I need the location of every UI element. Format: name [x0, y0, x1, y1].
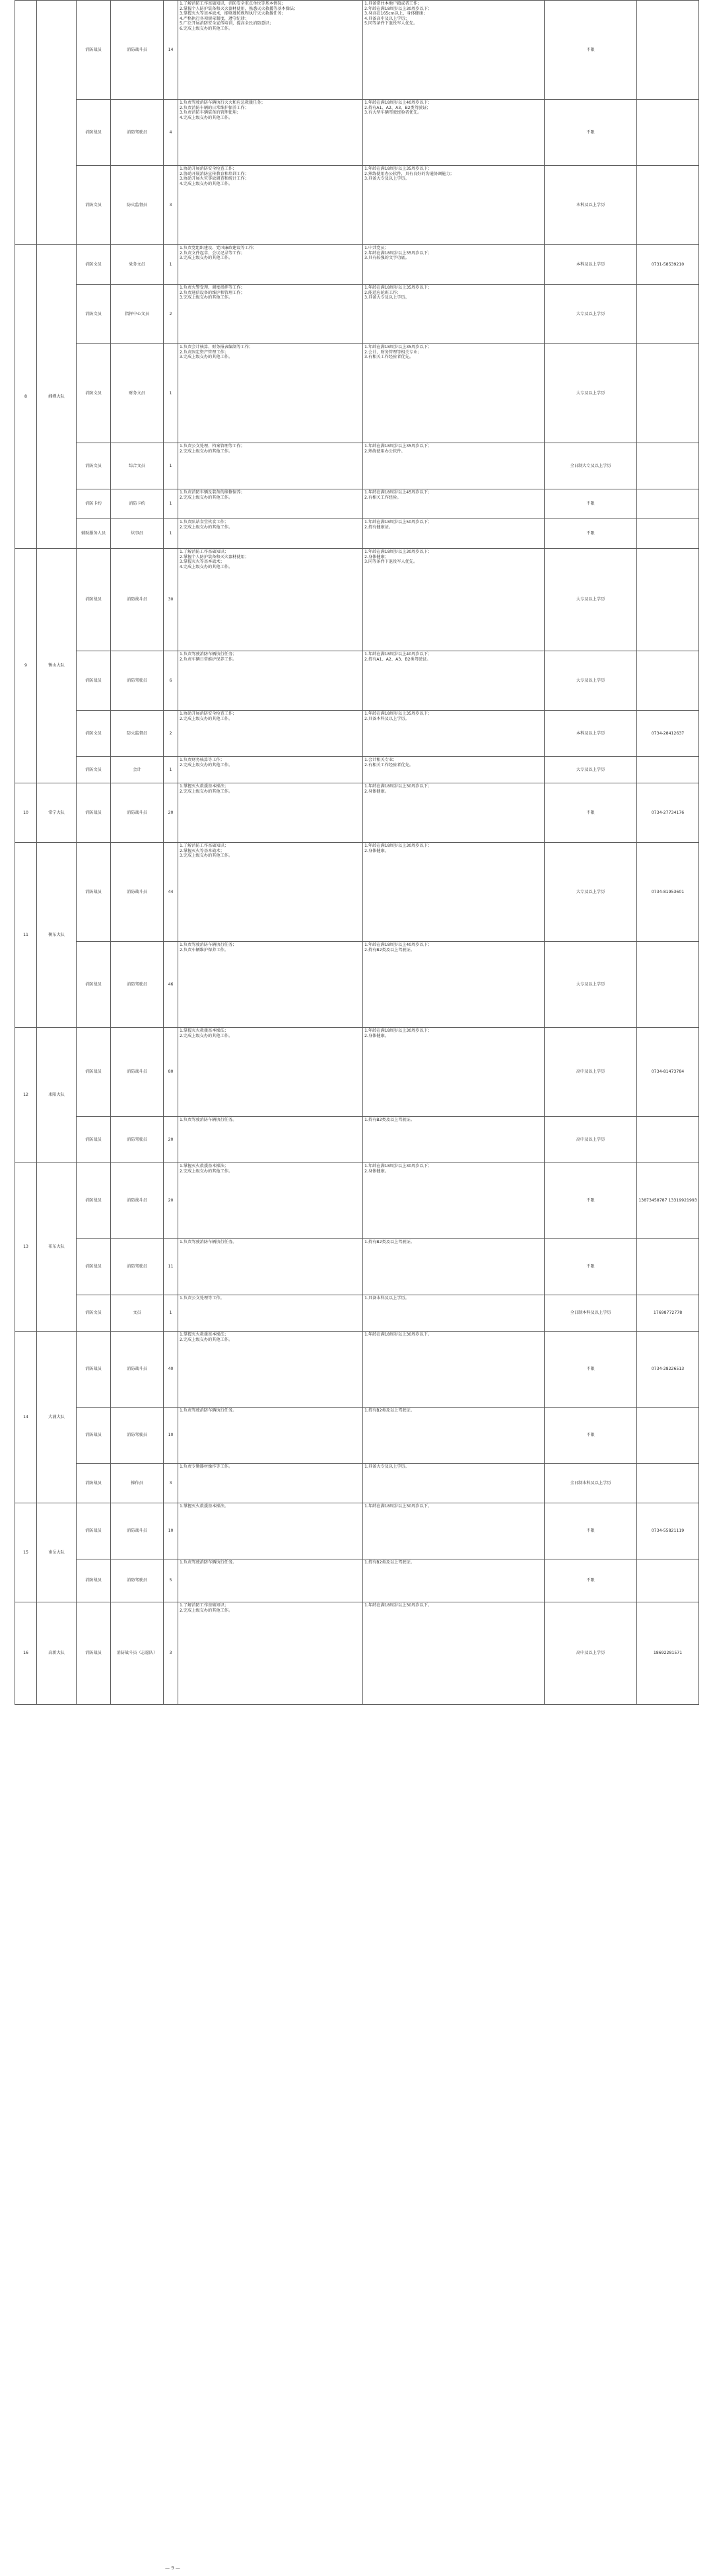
post-name: 消防战斗员: [111, 1028, 164, 1117]
education-req: 高中及以上学历: [545, 1028, 637, 1117]
staff-category: 消防战员: [77, 1559, 111, 1602]
education-req: 本科及以上学历: [545, 245, 637, 285]
education-req: 不限: [545, 1, 637, 100]
contact-phone: 18692281571: [637, 1602, 699, 1705]
education-req: 本科及以上学历: [545, 166, 637, 245]
unit-name: 祁东大队: [37, 1163, 77, 1332]
contact-phone: [637, 100, 699, 166]
staff-category: 消防战员: [77, 1408, 111, 1464]
post-count: 1: [164, 344, 178, 443]
post-name: 指挥中心文员: [111, 285, 164, 344]
requirement-text: 1.年龄在满18周岁以上35周岁以下； 2.能适应轮班工作； 3.具备大专及以上学历。: [363, 285, 545, 344]
duty-text: 1.负责专勤器材操作等工作。: [178, 1464, 363, 1503]
post-name: 消防战斗员: [111, 1503, 164, 1559]
duty-text: 1.协助开展消防安全检查工作； 2.完成上级交办的其他工作。: [178, 711, 363, 757]
table-row: [15, 1239, 699, 1295]
table-row: [15, 1028, 699, 1117]
duty-text: 1.负责驾驶消防车辆执行任务； 2.负责车辆维护保养工作。: [178, 942, 363, 1028]
staff-category: 消防战员: [77, 783, 111, 843]
staff-category: 消防卡约: [77, 489, 111, 519]
unit-name: 衡东大队: [37, 843, 77, 1028]
post-count: 3: [164, 1464, 178, 1503]
post-count: 30: [164, 549, 178, 651]
table-row: [15, 843, 699, 942]
group-number: 15: [15, 1503, 37, 1602]
post-name: 消防战斗员（志愿队）: [111, 1602, 164, 1705]
education-req: 不限: [545, 783, 637, 843]
requirement-text: 1.具备本科及以上学历。: [363, 1295, 545, 1332]
duty-text: 1.掌握灭火救援基本操法； 2.完成上级交办的其他工作。: [178, 1163, 363, 1239]
education-req: 不限: [545, 1332, 637, 1408]
table-row: [15, 1117, 699, 1163]
post-name: 消防战斗员: [111, 843, 164, 942]
table-row: [15, 1464, 699, 1503]
contact-phone: [637, 1559, 699, 1602]
group-number: 12: [15, 1028, 37, 1163]
table-row: [15, 285, 699, 344]
table-row: [15, 1295, 699, 1332]
education-req: 不限: [545, 1408, 637, 1464]
staff-category: 消防战员: [77, 1117, 111, 1163]
duty-text: 1.掌握灭火救援基本操法； 2.完成上级交办的其他工作。: [178, 1332, 363, 1408]
contact-phone: 17698772778: [637, 1295, 699, 1332]
duty-text: 1.负责驾驶消防车辆执行任务。: [178, 1559, 363, 1602]
requirement-text: 1.年龄在满18周岁以上30周岁以下； 2.身体健康。: [363, 1163, 545, 1239]
contact-phone: 0734-81473784: [637, 1028, 699, 1117]
table-row: [15, 245, 699, 285]
group-number: 13: [15, 1163, 37, 1332]
post-count: 1: [164, 443, 178, 489]
education-req: 全日制大专及以上学历: [545, 443, 637, 489]
contact-phone: [637, 1117, 699, 1163]
post-count: 3: [164, 1602, 178, 1705]
contact-phone: [637, 443, 699, 489]
post-name: 消防战斗员: [111, 1332, 164, 1408]
post-name: 综合文员: [111, 443, 164, 489]
contact-phone: [637, 166, 699, 245]
table-row: [15, 783, 699, 843]
duty-text: 1.掌握灭火救援基本操法； 2.完成上级交办的其他工作。: [178, 783, 363, 843]
group-number: [15, 1, 37, 245]
table-row: [15, 100, 699, 166]
staff-category: 消防战员: [77, 1163, 111, 1239]
post-count: 1: [164, 519, 178, 549]
post-name: 消防驾驶员: [111, 100, 164, 166]
requirement-text: 1.年龄在满18周岁以上30周岁以下。: [363, 1503, 545, 1559]
post-count: 2: [164, 711, 178, 757]
contact-phone: 0734-55821119: [637, 1503, 699, 1559]
requirement-text: 1.会计相关专业； 2.有相关工作经验者优先。: [363, 757, 545, 783]
staff-category: 消防战员: [77, 942, 111, 1028]
table-row: [15, 1503, 699, 1559]
requirement-text: 1.年龄在满18周岁以上30周岁以下。: [363, 1332, 545, 1408]
duty-text: 1.负责公文处理等工作。: [178, 1295, 363, 1332]
contact-phone: [637, 1464, 699, 1503]
education-req: 本科及以上学历: [545, 711, 637, 757]
post-count: 1: [164, 757, 178, 783]
duty-text: 1.负责财务核算等工作； 2.完成上级交办的其他工作。: [178, 757, 363, 783]
requirement-text: 1.具备常住本地户籍或者工作； 2.年龄在满18周岁以上30周岁以下； 3.身高在165cm以上，身体健康； 4.具备高中及以上学历； 5.同等条件下退役军人优先。: [363, 1, 545, 100]
staff-category: 消防战员: [77, 549, 111, 651]
duty-text: 1.负责公文处理、档案管理等工作； 2.完成上级交办的其他工作。: [178, 443, 363, 489]
requirement-text: 1.年龄在满18周岁以上40周岁以下； 2.持有A1、A2、A3、B2类驾驶证。: [363, 651, 545, 711]
contact-phone: 0734-27734176: [637, 783, 699, 843]
post-count: 10: [164, 1503, 178, 1559]
staff-category: 消防文员: [77, 757, 111, 783]
staff-category: 辅助服务人员: [77, 519, 111, 549]
table-row: [15, 344, 699, 443]
post-name: 消防驾驶员: [111, 1559, 164, 1602]
duty-text: 1.负责驾驶消防车辆执行任务。: [178, 1117, 363, 1163]
table-row: [15, 1559, 699, 1602]
education-req: 大专及以上学历: [545, 651, 637, 711]
duty-text: 1.了解消防工作基础知识； 2.完成上级交办的其他工作。: [178, 1602, 363, 1705]
recruitment-table: [15, 0, 699, 1705]
education-req: 大专及以上学历: [545, 285, 637, 344]
education-req: 全日制本科及以上学历: [545, 1295, 637, 1332]
post-count: 46: [164, 942, 178, 1028]
post-count: 80: [164, 1028, 178, 1117]
unit-name: 南岳大队: [37, 1503, 77, 1602]
duty-text: 1.负责消防车辆及装备的维修保养； 2.完成上级交办的其他工作。: [178, 489, 363, 519]
staff-category: 消防战员: [77, 1332, 111, 1408]
unit-name: 衡山大队: [37, 549, 77, 783]
contact-phone: [637, 285, 699, 344]
group-number: 8: [15, 245, 37, 549]
contact-phone: [637, 344, 699, 443]
duty-text: 1.负责火警受理、调度指挥等工作； 2.负责通信设备的维护和管理工作； 3.完成上级交办的其他工作。: [178, 285, 363, 344]
table-row: [15, 711, 699, 757]
post-name: 消防战斗员: [111, 1, 164, 100]
education-req: 大专及以上学历: [545, 549, 637, 651]
duty-text: 1.掌握灭火救援基本操法； 2.完成上级交办的其他工作。: [178, 1028, 363, 1117]
staff-category: 消防战员: [77, 100, 111, 166]
contact-phone: [637, 1239, 699, 1295]
staff-category: 消防战员: [77, 1464, 111, 1503]
staff-category: 消防战员: [77, 1, 111, 100]
requirement-text: 1.中共党员； 2.年龄在满18周岁以上35周岁以下； 3.具有较强的文字功底。: [363, 245, 545, 285]
contact-phone: [637, 757, 699, 783]
table-row: [15, 519, 699, 549]
post-count: 10: [164, 1408, 178, 1464]
requirement-text: 1.年龄在满18周岁以上40周岁以下； 2.持有A1、A2、A3、B2类驾驶证； 3.有大型车辆驾驶经验者优先。: [363, 100, 545, 166]
post-name: 消防驾驶员: [111, 651, 164, 711]
staff-category: 消防战员: [77, 1503, 111, 1559]
requirement-text: 1.年龄在满18周岁以上30周岁以下； 2.身体健康。: [363, 1028, 545, 1117]
requirement-text: 1.年龄在满18周岁以上50周岁以下； 2.持有健康证。: [363, 519, 545, 549]
education-req: 高中及以上学历: [545, 1602, 637, 1705]
requirement-text: 1.持有B2类及以上驾驶证。: [363, 1117, 545, 1163]
post-count: 2: [164, 285, 178, 344]
table-row: [15, 1332, 699, 1408]
post-count: 1: [164, 245, 178, 285]
page-number: — 9 —: [165, 2565, 180, 2571]
requirement-text: 1.年龄在满18周岁以上45周岁以下； 2.有相关工作经验。: [363, 489, 545, 519]
duty-text: 1.负责驾驶消防车辆执行任务； 2.负责车辆日常维护保养工作。: [178, 651, 363, 711]
requirement-text: 1.年龄在满18周岁以上30周岁以下。: [363, 1602, 545, 1705]
requirement-text: 1.持有B2类及以上驾驶证。: [363, 1239, 545, 1295]
education-req: 不限: [545, 1239, 637, 1295]
post-name: 党务文员: [111, 245, 164, 285]
post-count: 1: [164, 1295, 178, 1332]
table-row: [15, 942, 699, 1028]
unit-name: [37, 1, 77, 245]
post-name: 防火监督员: [111, 711, 164, 757]
contact-phone: [637, 942, 699, 1028]
duty-text: 1.协助开展消防安全检查工作； 2.协助开展消防宣传教育和培训工作； 3.协助开展火灾事故调查和统计工作； 4.完成上级交办的其他工作。: [178, 166, 363, 245]
post-name: 消防驾驶员: [111, 1408, 164, 1464]
group-number: 14: [15, 1332, 37, 1503]
staff-category: 消防文员: [77, 166, 111, 245]
education-req: 大专及以上学历: [545, 942, 637, 1028]
staff-category: 消防战员: [77, 1602, 111, 1705]
table-row: [15, 549, 699, 651]
table-row: [15, 1, 699, 100]
group-number: 10: [15, 783, 37, 843]
table-row: [15, 443, 699, 489]
education-req: 不限: [545, 1503, 637, 1559]
requirement-text: 1.年龄在满18周岁以上40周岁以下； 2.持有B2类及以上驾驶证。: [363, 942, 545, 1028]
contact-phone: [637, 549, 699, 651]
post-count: 11: [164, 1239, 178, 1295]
post-name: 文员: [111, 1295, 164, 1332]
post-name: 消防战斗员: [111, 783, 164, 843]
post-count: 40: [164, 1332, 178, 1408]
duty-text: 1.了解消防工作基础知识； 2.掌握个人防护装备和灭火器材使用； 3.掌握灭火等基本战术； 4.完成上级交办的其他工作。: [178, 549, 363, 651]
requirement-text: 1.年龄在满18周岁以上35周岁以下； 2.熟练使用办公软件，具有良好的沟通协调能力； 3.具备大专及以上学历。: [363, 166, 545, 245]
table-row: [15, 489, 699, 519]
group-number: 9: [15, 549, 37, 783]
education-req: 不限: [545, 1559, 637, 1602]
unit-name: 大浦大队: [37, 1332, 77, 1503]
post-count: 3: [164, 166, 178, 245]
unit-name: 常宁大队: [37, 783, 77, 843]
post-count: 20: [164, 1163, 178, 1239]
staff-category: 消防战员: [77, 1239, 111, 1295]
post-name: 操作员: [111, 1464, 164, 1503]
post-name: 消防驾驶员: [111, 942, 164, 1028]
unit-name: 湘潭大队: [37, 245, 77, 549]
duty-text: 1.负责驾驶消防车辆执行任务。: [178, 1408, 363, 1464]
education-req: 高中及以上学历: [545, 1117, 637, 1163]
post-name: 消防战斗员: [111, 1163, 164, 1239]
staff-category: 消防文员: [77, 285, 111, 344]
contact-phone: [637, 489, 699, 519]
duty-text: 1.了解消防工作基础知识，消防安全重点单位等基本情况； 2.掌握个人防护装备和灭火器材使用，熟悉灭火救援等基本操法； 3.掌握灭火等基本战术，能够遵照规程执行灭火救援任务； 4.严格执行各项规章制度，遵守纪律； 5.广泛开展消防安全宣传培训，提高全民消防意识； 6.完成上级交办的其他工作。: [178, 1, 363, 100]
contact-phone: [637, 1, 699, 100]
staff-category: 消防文员: [77, 443, 111, 489]
staff-category: 消防战员: [77, 1028, 111, 1117]
education-req: 不限: [545, 1163, 637, 1239]
education-req: 大专及以上学历: [545, 757, 637, 783]
group-number: 11: [15, 843, 37, 1028]
post-count: 20: [164, 1117, 178, 1163]
duty-text: 1.负责驾驶消防车辆执行灭火和应急救援任务； 2.负责消防车辆的日常维护保养工作； 3.负责消防车辆装备的管理使用； 4.完成上级交办的其他工作。: [178, 100, 363, 166]
requirement-text: 1.持有B2类及以上驾驶证。: [363, 1408, 545, 1464]
requirement-text: 1.年龄在满18周岁以上35周岁以下； 2.会计、财务管理等相关专业； 3.有相关工作经验者优先。: [363, 344, 545, 443]
duty-text: 1.负责驾驶消防车辆执行任务。: [178, 1239, 363, 1295]
post-name: 会计: [111, 757, 164, 783]
contact-phone: [637, 651, 699, 711]
table-row: [15, 166, 699, 245]
table-row: [15, 1602, 699, 1705]
post-count: 1: [164, 489, 178, 519]
duty-text: 1.负责党组织建设、党风廉政建设等工作； 2.负责文件起草、会议记录等工作； 3.完成上级交办的其他工作。: [178, 245, 363, 285]
education-req: 不限: [545, 489, 637, 519]
table-row: [15, 651, 699, 711]
post-name: 消防驾驶员: [111, 1239, 164, 1295]
education-req: 大专及以上学历: [545, 344, 637, 443]
post-name: 消防驾驶员: [111, 1117, 164, 1163]
post-name: 炊事员: [111, 519, 164, 549]
duty-text: 1.掌握灭火救援基本操法。: [178, 1503, 363, 1559]
post-name: 防火监督员: [111, 166, 164, 245]
table-row: [15, 757, 699, 783]
staff-category: 消防战员: [77, 843, 111, 942]
post-count: 4: [164, 100, 178, 166]
post-name: 财务文员: [111, 344, 164, 443]
post-count: 44: [164, 843, 178, 942]
table-row: [15, 1163, 699, 1239]
contact-phone: 0734-81953601: [637, 843, 699, 942]
requirement-text: 1.具备大专及以上学历。: [363, 1464, 545, 1503]
post-count: 5: [164, 1559, 178, 1602]
requirement-text: 1.年龄在满18周岁以上30周岁以下； 2.身体健康； 3.同等条件下退役军人优先。: [363, 549, 545, 651]
staff-category: 消防文员: [77, 344, 111, 443]
staff-category: 消防文员: [77, 711, 111, 757]
contact-phone: 0734-28226513: [637, 1332, 699, 1408]
requirement-text: 1.年龄在满18周岁以上30周岁以下； 2.身体健康。: [363, 843, 545, 942]
duty-text: 1.负责队站食堂伙食工作； 2.完成上级交办的其他工作。: [178, 519, 363, 549]
duty-text: 1.了解消防工作基础知识； 2.掌握灭火等基本战术； 3.完成上级交办的其他工作。: [178, 843, 363, 942]
staff-category: 消防文员: [77, 245, 111, 285]
requirement-text: 1.年龄在满18周岁以上35周岁以下； 2.具备本科及以上学历。: [363, 711, 545, 757]
contact-phone: 13873458787 13319921993: [637, 1163, 699, 1239]
post-count: 20: [164, 783, 178, 843]
education-req: 大专及以上学历: [545, 843, 637, 942]
contact-phone: 0731-58539210: [637, 245, 699, 285]
contact-phone: 0734-28412637: [637, 711, 699, 757]
duty-text: 1.负责会计核算、财务报表编制等工作； 2.负责固定资产管理工作； 3.完成上级交办的其他工作。: [178, 344, 363, 443]
staff-category: 消防战员: [77, 651, 111, 711]
unit-name: 耒阳大队: [37, 1028, 77, 1163]
post-name: 消防战斗员: [111, 549, 164, 651]
group-number: 16: [15, 1602, 37, 1705]
table-row: [15, 1408, 699, 1464]
post-name: 消防卡约: [111, 489, 164, 519]
education-req: 不限: [545, 519, 637, 549]
requirement-text: 1.年龄在满18周岁以上35周岁以下； 2.熟练使用办公软件。: [363, 443, 545, 489]
staff-category: 消防文员: [77, 1295, 111, 1332]
post-count: 6: [164, 651, 178, 711]
education-req: 不限: [545, 100, 637, 166]
education-req: 全日制本科及以上学历: [545, 1464, 637, 1503]
requirement-text: 1.年龄在满18周岁以上30周岁以下； 2.身体健康。: [363, 783, 545, 843]
post-count: 14: [164, 1, 178, 100]
contact-phone: [637, 519, 699, 549]
unit-name: 高新大队: [37, 1602, 77, 1705]
contact-phone: [637, 1408, 699, 1464]
requirement-text: 1.持有B2类及以上驾驶证。: [363, 1559, 545, 1602]
